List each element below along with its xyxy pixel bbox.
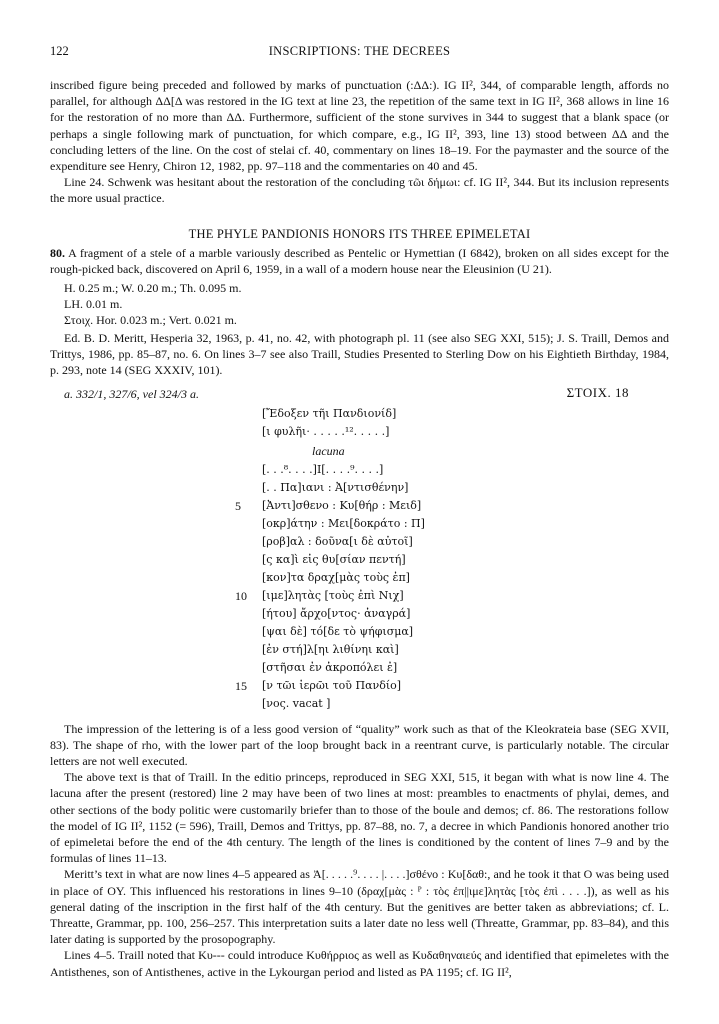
inscription-line: [οκρ]άτην : Μει[δοκράτο : Π] xyxy=(262,516,425,530)
inscription-line: [ς κα]ὶ εἰς θυ[σίαν πεντή] xyxy=(262,552,406,566)
inscription-line: [ι φυλῆι· . . . . .¹². . . . .] xyxy=(262,424,390,438)
inscription-line: [Ἀντι]σθενο : Κυ[θήρ : Μειδ] xyxy=(262,498,422,512)
line-number: 5 xyxy=(235,498,241,513)
inscription-line: [ν τῶι ἱερῶι τοῦ Πανδίο] xyxy=(262,678,402,692)
edition-references: Ed. B. D. Meritt, Hesperia 32, 1963, p. 41, no. 42, with photograph pl. 11 (see also SEG XXI, 515); J. S. Traill, Demos and Trittys, 1986, pp. 85–87, no. 6. On lines 3–7 see also Traill, Studies Presented to Sterling Dow on his Eightieth Birthday, 1984, p. 293, note 14 (SEG XXXIV, 101). xyxy=(50,331,669,378)
inscription-line: [νος. vacat ] xyxy=(262,696,331,710)
entry-number: 80. xyxy=(50,245,65,260)
dimension-line: LH. 0.01 m. xyxy=(64,297,123,312)
intro-paragraph: inscribed figure being preceded and followed by marks of punctuation (:ΔΔ:). IG II², 344, of comparable length, affords no parallel, for although ΔΔ[Δ was restored in the IG text at line 23, the repetition of the same text in IG II², 368 allows in line 16 for the restoration of no more than ΔΔ. Furthermore, sufficient of the stone survives in 344 to suggest that a blank space (or perhaps a single following mark of punctuation, for which compare, e.g., IG II², 393, line 13) stood between ΔΔ and the concluding letters of the line. On the cost of stelai cf. 40, commentary on lines 18–19. For the paymaster and the source of the expenditure see Henry, Chiron 12, 1982, pp. 97–118 and the commentaries on 40 and 45. xyxy=(50,78,669,174)
dimensions-block xyxy=(64,280,669,328)
inscription-line: [στῆσαι ἐν ἀκροπόλει ἐ] xyxy=(262,660,398,674)
commentary-paragraph: The above text is that of Traill. In the editio princeps, reproduced in SEG XXI, 515, it began with what is now line 4. The lacuna after the present (restored) line 2 may have been of two lines at most: preambles to enactments of phylai, demes, and other sections of the body politic were customarily briefer than to those of the boule and demos; cf. 86. The restorations follow the model of IG II², 1152 (= 596), Traill, Demos and Trittys, pp. 87–88, no. 7, a decree in which Pandionis honored another trio of epimeletai before the end of the 4th century. The length of the lines is conditioned by the content of lines 7–9 and by the formulas of lines 11–13. xyxy=(50,770,669,866)
inscription-line: [ροβ]αλ : δοῦνα[ι δὲ αὐτοῖ] xyxy=(262,534,413,548)
inscription-line: [. . .⁸. . . .]Ι[. . . .⁹. . . .] xyxy=(262,462,384,476)
inscription-line: [ἐν στή]λ[ηι λιθίνηι καὶ] xyxy=(262,642,399,656)
running-title: INSCRIPTIONS: THE DECREES xyxy=(268,44,451,58)
entry-description-text: A fragment of a stele of a marble variously described as Pentelic or Hymettian (I 6842), broken on all sides except for the rough-picked back, discovered on April 6, 1959, in a wall of a modern house near the Eleusinion (U 21). xyxy=(50,245,669,276)
date-stoichedon-line xyxy=(50,385,669,403)
stoichedon-count: ΣΤΟΙΧ. 18 xyxy=(566,384,629,400)
entry-description xyxy=(50,245,669,277)
inscription-line: [κον]τα δραχ[μὰς τοὺς ἐπ] xyxy=(262,570,410,584)
inscription-line: [ιμε]λητὰς [τοὺς ἐπὶ Νιχ] xyxy=(262,588,404,602)
inscription-line: [ψαι δὲ] τό[δε τὸ ψήφισμα] xyxy=(262,624,414,638)
commentary-paragraph: Meritt’s text in what are now lines 4–5 appeared as Ἀ[. . . . .⁹. . . . |. . . .]σθένο : Κυ[δαθ:, and he took it that O was being used in place of OY. This influenced his restorations in lines 9–10 (δραχ[μὰς : ᴾ : τὸς ἐπ||ιμε]λητὰς [τὸς ἐπὶ . . . .]), as well as his general dating of the inscription in the first half of the 4th century. But the genitives are better taken as abbreviations; cf. L. Threatte, Grammar, pp. 100, 256–257. This interpretation suits a later date no less well (Threatte, Grammar, pp. 83–84), and this later dating is supported by the prosopography. xyxy=(50,867,669,947)
inscription-line: [Ἔδοξεν τῆι Πανδιονίδ] xyxy=(262,406,397,420)
document-page xyxy=(50,44,669,980)
dimension-line: H. 0.25 m.; W. 0.20 m.; Th. 0.095 m. xyxy=(64,281,242,296)
page-number: 122 xyxy=(50,44,69,58)
commentary-paragraph: The impression of the lettering is of a less good version of “quality” work such as that of the Kleokrateia base (SEG XVII, 83). The shape of rho, with the lower part of the loop brought back in a reentrant curve, is particularly notable. The circular letters are not well executed. xyxy=(50,721,669,769)
section-title: THE PHYLE PANDIONIS HONORS ITS THREE EPIMELETAI xyxy=(188,226,531,241)
inscription-dates: a. 332/1, 327/6, vel 324/3 a. xyxy=(64,386,199,401)
inscription-line: [. . Πα]ιανι : Ἀ[ντισθένην] xyxy=(262,480,409,494)
line-number: 10 xyxy=(235,588,247,603)
line24-paragraph: Line 24. Schwenk was hesitant about the restoration of the concluding τῶι δήμωι: cf. IG II², 344. But its inclusion represents the more usual practice. xyxy=(50,175,669,206)
commentary-paragraph: Lines 4–5. Traill noted that Κυ--- could introduce Κυθήρριος as well as Κυδαθηναιεύς and identified that epimeletes with the Antisthenes, son of Antisthenes, active in the Lykourgan period and listed as PA 1195; cf. IG II², xyxy=(50,948,669,979)
greek-inscription-text xyxy=(50,407,669,717)
inscription-line: [ήτου] ἄρχο[ντος· ἀναγρά] xyxy=(262,606,411,620)
running-header xyxy=(50,44,669,62)
lacuna-label: lacuna xyxy=(312,443,345,458)
line-number: 15 xyxy=(235,678,247,693)
dimension-line: Στοιχ. Hor. 0.023 m.; Vert. 0.021 m. xyxy=(64,313,237,328)
